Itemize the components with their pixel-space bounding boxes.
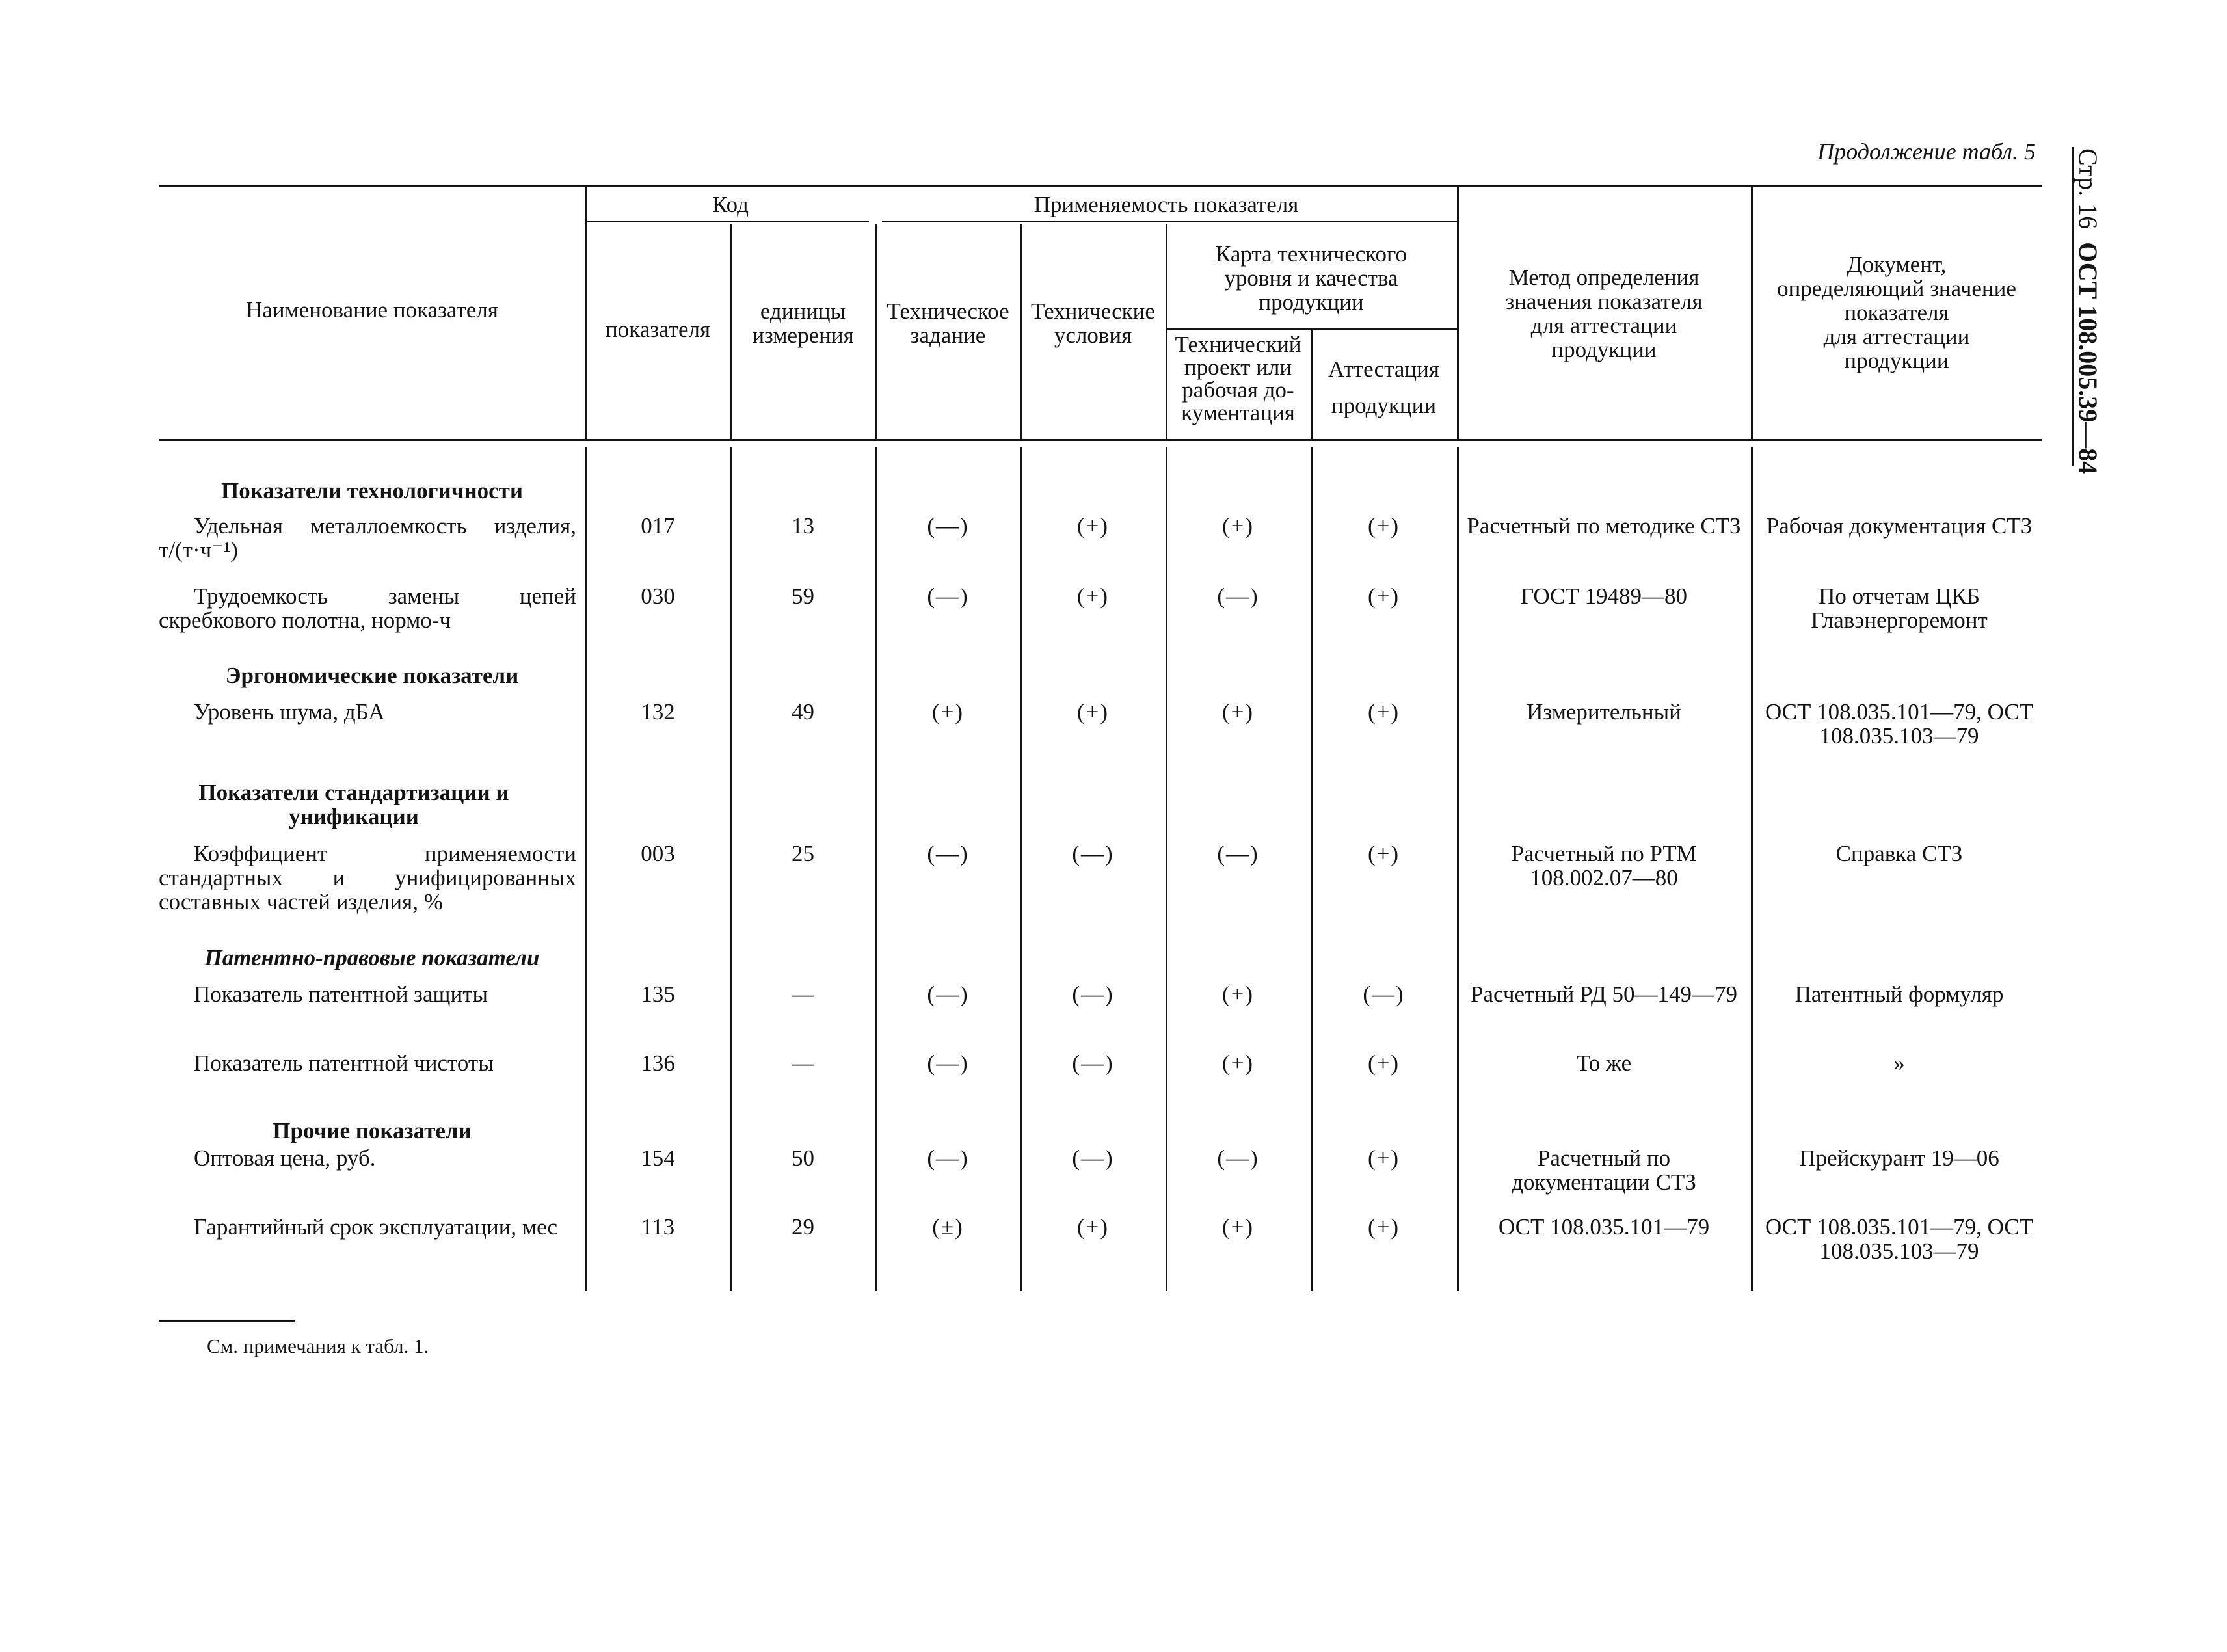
code-group-rule: [585, 221, 869, 222]
cell-document: Справка СТЗ: [1835, 841, 1963, 866]
cell-unit: 49: [792, 699, 814, 725]
cell-tech-task: (±): [932, 1214, 964, 1240]
cell-unit: 50: [792, 1145, 814, 1171]
cell-card-project: (—): [1217, 1145, 1259, 1171]
header-tech-conditions: Технические условия: [1031, 299, 1155, 348]
cell-document: По отчетам ЦКБ Главэнергоремонт: [1811, 583, 1988, 633]
cell-tech-task: (—): [927, 583, 969, 609]
table-caption: Продолжение табл. 5: [1817, 139, 2036, 165]
cell-method: Расчетный РД 50—149—79: [1471, 981, 1737, 1007]
cell-code: 135: [641, 981, 675, 1007]
cell-tech-task: (—): [927, 1145, 969, 1171]
cell-tech-conditions: (—): [1072, 1145, 1114, 1171]
cell-card-attestation: (+): [1367, 699, 1400, 725]
cell-unit: 59: [792, 583, 814, 609]
cell-document: ОСТ 108.035.101—79, ОСТ 108.035.103—79: [1765, 699, 2034, 749]
indicator-name: Трудоемкость замены цепей скребкового полотна, нормо-ч: [159, 583, 576, 633]
header-card: Карта технического уровня и качества продукции: [1215, 241, 1407, 315]
cell-card-attestation: (+): [1367, 513, 1400, 539]
cell-tech-task: (—): [927, 1050, 969, 1076]
indicator-name: Удельная металлоемкость изделия, т/(т·ч⁻¹): [159, 513, 576, 563]
cell-card-attestation: (—): [1363, 981, 1405, 1007]
cell-card-project: (+): [1221, 981, 1255, 1007]
cell-method: Измерительный: [1527, 699, 1681, 725]
header-applicability: Применяемость показателя: [1033, 192, 1299, 217]
cell-document: »: [1893, 1050, 1905, 1076]
cell-code: 017: [641, 513, 675, 539]
cell-card-attestation: (+): [1367, 1214, 1400, 1240]
cell-card-attestation: (+): [1367, 1145, 1400, 1171]
header-card-attestation: Аттестация продукции: [1328, 356, 1439, 418]
section-title: Патентно-правовые показатели: [204, 945, 540, 970]
cell-card-project: (+): [1221, 1214, 1255, 1240]
header-document: Документ, определяющий значение показателя для аттестации продукции: [1777, 252, 2016, 373]
cell-tech-conditions: (—): [1072, 981, 1114, 1007]
cell-method: Расчетный по РТМ 108.002.07—80: [1511, 841, 1697, 890]
cell-tech-task: (—): [927, 981, 969, 1007]
page-number: Стр. 16: [2074, 148, 2103, 230]
table-top-rule: [159, 185, 2042, 187]
header-code-indicator: показателя: [605, 317, 711, 342]
cell-tech-conditions: (—): [1072, 1050, 1114, 1076]
indicator-name: Показатель патентной защиты: [194, 981, 488, 1007]
body-col-rule: [1751, 447, 1753, 1291]
header-card-project: Технический проект или рабочая до- кументация: [1175, 332, 1301, 425]
indicator-name: Показатель патентной чистоты: [194, 1050, 494, 1076]
indicator-name: Уровень шума, дБА: [194, 699, 385, 725]
cell-tech-conditions: (+): [1076, 513, 1110, 539]
cell-method: То же: [1576, 1050, 1632, 1076]
cell-tech-task: (—): [927, 841, 969, 866]
cell-unit: 13: [792, 513, 814, 539]
cell-unit: 29: [792, 1214, 814, 1240]
cell-code: 003: [641, 841, 675, 866]
cell-card-attestation: (+): [1367, 583, 1400, 609]
footnote: См. примечания к табл. 1.: [207, 1335, 429, 1357]
cell-card-project: (+): [1221, 513, 1255, 539]
cell-method: ГОСТ 19489—80: [1520, 583, 1688, 609]
cell-card-project: (—): [1217, 841, 1259, 866]
cell-code: 030: [641, 583, 675, 609]
cell-method: Расчетный по документации СТЗ: [1512, 1145, 1696, 1195]
header-code: Код: [712, 192, 749, 217]
card-group-rule: [1166, 328, 1457, 330]
cell-card-project: (+): [1221, 1050, 1255, 1076]
cell-unit: —: [792, 981, 814, 1007]
cell-document: Патентный формуляр: [1794, 981, 2004, 1007]
cell-unit: 25: [792, 841, 814, 866]
header-code-unit: единицы измерения: [752, 299, 854, 348]
cell-card-attestation: (+): [1367, 1050, 1400, 1076]
header-name: Наименование показателя: [246, 297, 498, 323]
header-tech-task: Техническое задание: [887, 299, 1009, 348]
header-bottom-rule: [159, 439, 2042, 441]
cell-code: 154: [641, 1145, 675, 1171]
cell-tech-conditions: (—): [1072, 841, 1114, 866]
footnote-rule: [159, 1320, 295, 1322]
cell-code: 132: [641, 699, 675, 725]
header-col-rule: [585, 185, 587, 439]
header-method: Метод определения значения показателя для аттестации продукции: [1505, 265, 1703, 362]
cell-tech-conditions: (+): [1076, 699, 1110, 725]
section-title: Прочие показатели: [273, 1118, 472, 1143]
section-title: Показатели стандартизации и унификации: [198, 780, 509, 829]
side-page-label: [2075, 148, 2101, 474]
cell-code: 136: [641, 1050, 675, 1076]
cell-tech-conditions: (+): [1076, 1214, 1110, 1240]
cell-card-attestation: (+): [1367, 841, 1400, 866]
cell-card-project: (—): [1217, 583, 1259, 609]
cell-document: Прейскурант 19—06: [1799, 1145, 1999, 1171]
indicator-name: Оптовая цена, руб.: [194, 1145, 376, 1171]
standard-number: ОСТ 108.005.39—84: [2074, 242, 2103, 475]
cell-code: 113: [641, 1214, 675, 1240]
cell-method: Расчетный по методике СТЗ: [1467, 513, 1741, 539]
applicability-group-rule: [882, 221, 1457, 222]
section-title: Показатели технологичности: [220, 478, 524, 503]
cell-unit: —: [792, 1050, 814, 1076]
cell-tech-conditions: (+): [1076, 583, 1110, 609]
cell-tech-task: (+): [931, 699, 965, 725]
cell-method: ОСТ 108.035.101—79: [1498, 1214, 1710, 1240]
body-col-rule: [1457, 447, 1459, 1291]
cell-document: ОСТ 108.035.101—79, ОСТ 108.035.103—79: [1765, 1214, 2034, 1264]
cell-document: Рабочая документация СТЗ: [1766, 513, 2033, 539]
indicator-name: Коэффициент применяемости стандартных и унифицированных составных частей изделия, %: [159, 841, 576, 914]
section-title: Эргономические показатели: [225, 663, 519, 688]
indicator-name: Гарантийный срок эксплуатации, мес: [194, 1214, 558, 1240]
cell-tech-task: (—): [927, 513, 969, 539]
cell-card-project: (+): [1221, 699, 1255, 725]
